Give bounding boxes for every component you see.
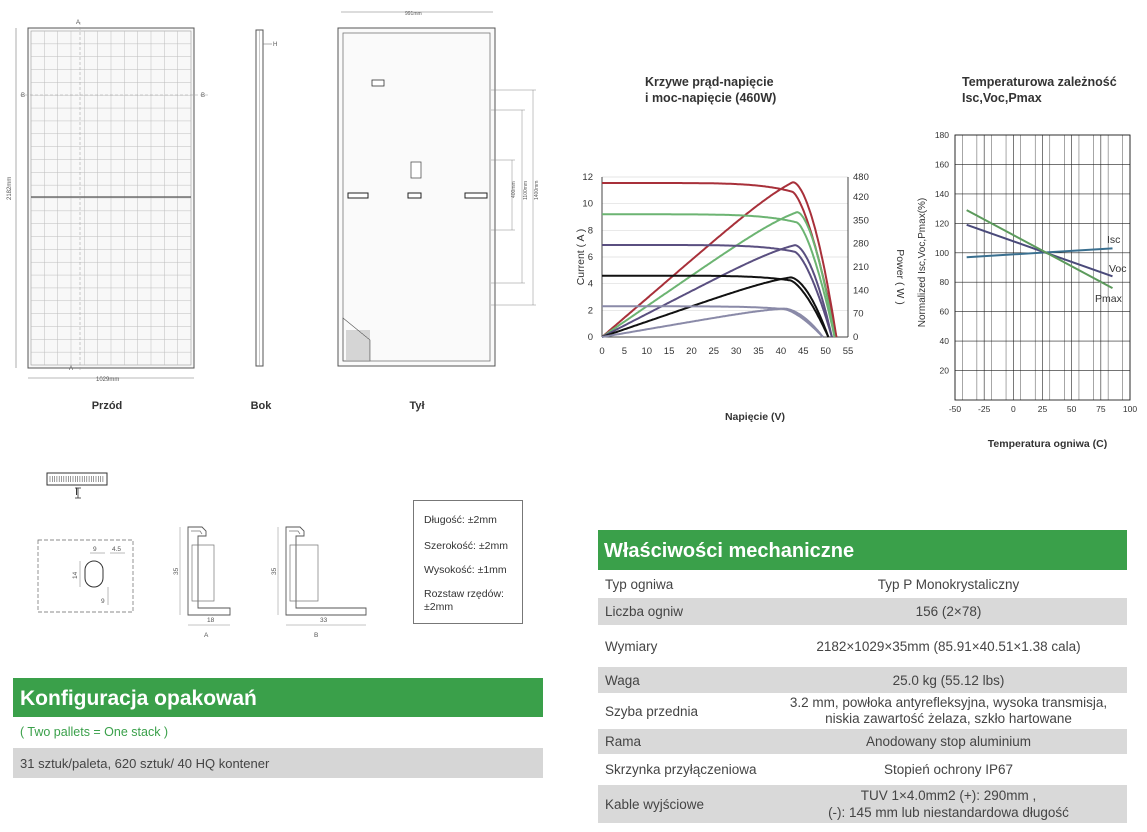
y-tick-label: 80 [939, 277, 949, 288]
y2-tick-label: 350 [853, 215, 869, 227]
frame-detail-drawings [30, 465, 380, 640]
iv-grid [602, 177, 848, 310]
profile-b [278, 527, 366, 625]
x-axis-label: Temperatura ogniwa (C) [987, 438, 1108, 450]
profile-a [180, 527, 230, 625]
row-value: Anodowany stop aluminium [865, 734, 1032, 749]
hole-dim-2: 4.5 [112, 546, 122, 553]
back-caption: Tył [409, 400, 425, 412]
y-tick-label: 160 [934, 159, 949, 170]
x-tick-label: 0 [599, 346, 605, 357]
table-row [598, 570, 1127, 598]
temp-grid [955, 135, 1130, 400]
row-value: 25.0 kg (55.12 lbs) [892, 672, 1005, 688]
x-tick-label: 10 [641, 346, 653, 357]
tolerance-row-spacing: Rozstaw rzędów: ±2mm [424, 588, 504, 613]
x-tick-label: 55 [842, 346, 854, 357]
mechanical-title: Właściwości mechaniczne [598, 530, 1127, 570]
tolerance-width: Szerokość: ±2mm [424, 540, 508, 552]
profile-b-width: 33 [320, 617, 328, 624]
row-value-line1: TUV 1×4.0mm2 (+): 290mm , [860, 788, 1037, 803]
y2-tick-label: 420 [853, 192, 869, 203]
x-tick-label: 50 [820, 346, 831, 357]
pv-curve-5 [602, 309, 823, 337]
row-label: Typ ogniwa [605, 576, 674, 592]
back-dim-top: 991mm [405, 11, 422, 17]
y-axis-label: Normalized Isc,Voc,Pmax(%) [917, 197, 928, 328]
x-tick-label: 100 [1122, 404, 1138, 414]
hole-dim-3: 14 [72, 571, 79, 579]
series-label-pmax: Pmax [1095, 293, 1122, 305]
y-axis-label: Current ( A ) [575, 228, 587, 286]
y-tick-label: 60 [939, 306, 949, 317]
hole-dim-4: 9 [101, 598, 105, 605]
x-tick-label: 40 [775, 346, 787, 357]
y2-tick-label: 280 [853, 238, 869, 250]
row-label: Skrzynka przyłączeniowa [605, 762, 757, 777]
row-value: Typ P Monokrystaliczny [877, 576, 1020, 592]
y2-tick-label: 0 [853, 332, 859, 343]
x-tick-label: 45 [797, 346, 809, 357]
iv-chart-title-line2: i moc-napięcie (460W) [645, 91, 777, 105]
y-tick-label: 20 [939, 365, 949, 376]
row-label: Liczba ogniw [605, 604, 684, 619]
y-tick-label: 2 [587, 305, 593, 317]
x-tick-label: 25 [708, 346, 720, 357]
y-tick-label: 6 [587, 252, 593, 263]
row-label: Wymiary [605, 638, 658, 654]
hole-dim-1: 9 [93, 546, 97, 553]
x-tick-label: 50 [1066, 404, 1077, 414]
y2-tick-label: 140 [853, 285, 869, 297]
temp-chart-title [962, 74, 1117, 106]
y2-tick-label: 70 [853, 308, 864, 320]
profile-a-width: 18 [207, 617, 215, 624]
temp-chart-title-line2: Isc,Voc,Pmax [962, 91, 1042, 105]
mark-b-right: B [201, 93, 206, 99]
front-view [16, 22, 210, 378]
profile-a-label: A [204, 632, 209, 639]
row-value-line1: 3.2 mm, powłoka antyrefleksyjna, wysoka transmisja, [789, 695, 1108, 710]
x-tick-label: -50 [948, 404, 962, 414]
back-dim-c: 1400mm [534, 180, 540, 200]
x-tick-label: 25 [1037, 404, 1048, 414]
back-dim-a: 400mm [511, 181, 517, 198]
x-tick-label: 20 [686, 346, 697, 357]
y-tick-label: 180 [934, 130, 949, 140]
temp-chart-title-line1: Temperaturowa zależność [962, 75, 1117, 89]
y-tick-label: 8 [587, 225, 593, 237]
tolerance-box [413, 500, 523, 624]
side-view [256, 30, 272, 366]
y-tick-label: 40 [939, 336, 949, 347]
x-tick-label: 30 [730, 346, 742, 357]
table-row [598, 729, 1127, 754]
table-row [598, 754, 1127, 785]
front-caption: Przód [91, 400, 123, 412]
mark-h: H [273, 42, 278, 48]
y-tick-label: 120 [934, 218, 949, 229]
y-tick-label: 0 [587, 332, 593, 343]
table-row [598, 785, 1127, 823]
row-value-line2: (-): 145 mm lub niestandardowa długość [828, 805, 1069, 820]
mark-a-bottom: A [69, 366, 74, 372]
row-value: 2182×1029×35mm (85.91×40.51×1.38 cala) [816, 638, 1081, 654]
iv-chart [570, 160, 915, 430]
x-axis-label: Napięcie (V) [724, 411, 786, 423]
row-label: Waga [605, 672, 640, 688]
back-dim-b: 1100mm [523, 180, 529, 200]
row-value [770, 785, 1127, 823]
y-tick-label: 140 [934, 188, 949, 199]
row-value: Stopień ochrony IP67 [883, 762, 1014, 777]
side-caption: Bok [250, 400, 272, 412]
table-row [598, 625, 1127, 667]
back-view [338, 12, 536, 366]
dim-height: 2182mm [7, 176, 13, 200]
profile-b-height: 35 [271, 567, 278, 575]
mark-a-top: A [76, 20, 81, 26]
x-tick-label: 15 [663, 346, 675, 357]
profile-a-height: 35 [173, 567, 180, 575]
y2-tick-label: 210 [853, 262, 869, 273]
iv-chart-title [645, 74, 776, 106]
x-tick-label: 0 [1010, 404, 1016, 414]
table-row [598, 693, 1127, 729]
table-row [598, 598, 1127, 625]
row-value [770, 693, 1127, 729]
y-tick-label: 100 [934, 247, 949, 258]
mechanical-table [598, 570, 1127, 823]
dim-width: 1029mm [96, 377, 120, 383]
y2-tick-label: 480 [853, 172, 869, 183]
y-tick-label: 10 [582, 198, 593, 210]
x-tick-label: -25 [978, 404, 991, 414]
iv-curve-5 [602, 306, 823, 337]
row-value-line2: niskia zawartość żelaza, szkło hartowane [825, 711, 1072, 726]
row-label: Kable wyjściowe [605, 796, 705, 812]
x-tick-label: 75 [1096, 404, 1106, 414]
series-label-voc: Voc [1109, 263, 1127, 275]
module-drawings [0, 0, 560, 420]
table-row [598, 667, 1127, 693]
mark-i: I [75, 486, 79, 498]
iv-chart-title-line1: Krzywe prąd-napięcie [645, 75, 774, 89]
y-tick-label: 4 [587, 278, 593, 290]
packaging-info: 31 sztuk/paleta, 620 sztuk/ 40 HQ kontener [13, 748, 543, 778]
y-tick-label: 12 [582, 172, 593, 183]
row-label: Szyba przednia [605, 703, 699, 719]
temp-chart [912, 125, 1147, 455]
row-label: Rama [605, 734, 642, 749]
series-label-isc: Isc [1107, 234, 1121, 246]
packaging-title: Konfiguracja opakowań [13, 678, 543, 717]
x-tick-label: 35 [753, 346, 764, 357]
mark-b-left: B [21, 93, 26, 99]
tolerance-height: Wysokość: ±1mm [424, 564, 507, 576]
packaging-subtitle: ( Two pallets = One stack ) [20, 725, 169, 739]
row-value: 156 (2×78) [915, 604, 982, 619]
profile-b-label: B [314, 632, 319, 639]
tolerance-length: Długość: ±2mm [424, 514, 497, 526]
y2-axis-label: Power ( W ) [894, 249, 906, 305]
x-tick-label: 5 [621, 346, 628, 357]
